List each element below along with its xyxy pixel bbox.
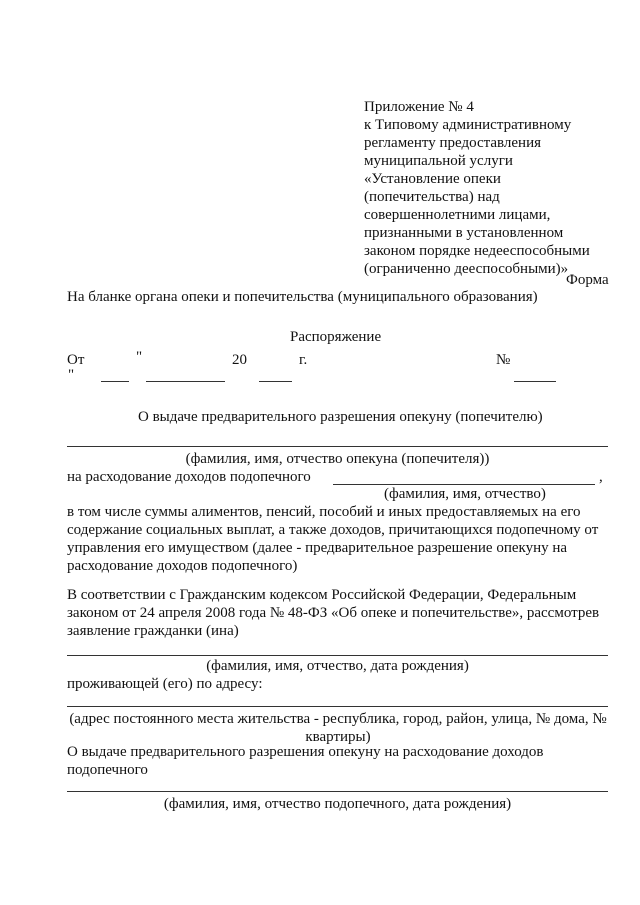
appendix-line-3: регламенту предоставления xyxy=(364,135,542,151)
forma-label: Форма xyxy=(566,272,609,288)
blank-note: На бланке органа опеки и попечительства (муниципального образования) xyxy=(67,289,538,305)
accordance-line-3: заявление гражданки (ина) xyxy=(67,623,239,639)
appendix-line-8: признанными в установленном xyxy=(364,225,564,241)
number-line xyxy=(514,381,556,382)
accordance-line-1: В соответствии с Гражданским кодексом Российской Федерации, Федеральным xyxy=(67,587,577,603)
month-line xyxy=(146,381,225,382)
guardian-name-hint: (фамилия, имя, отчество опекуна (попечителя)) xyxy=(185,451,490,467)
issuance-line-1: О выдаче предварительного разрешения опекуну на расходование доходов xyxy=(67,744,544,760)
date-year-suffix: г. xyxy=(299,352,308,368)
subject-line: О выдаче предварительного разрешения опекуну (попечителю) xyxy=(138,409,543,425)
address-line xyxy=(67,706,608,707)
appendix-line-10: (ограниченно дееспособными)» xyxy=(364,261,569,277)
including-line-2: содержание социальных выплат, а также доходов, причитающихся подопечному от xyxy=(67,522,599,538)
appendix-line-1: Приложение № 4 xyxy=(364,99,474,115)
appendix-line-4: муниципальной услуги xyxy=(364,153,513,169)
year-line xyxy=(259,381,292,382)
appendix-line-7: совершеннолетними лицами, xyxy=(364,207,551,223)
appendix-line-5: «Установление опеки xyxy=(364,171,501,187)
including-line-3: управления его имуществом (далее - предварительное разрешение опекуну на xyxy=(67,540,568,556)
date-year-prefix: 20 xyxy=(232,352,247,368)
ward-name-comma: , xyxy=(599,469,603,485)
applicant-hint: (фамилия, имя, отчество, дата рождения) xyxy=(206,658,469,674)
including-line-1: в том числе суммы алиментов, пенсий, пособий и иных предоставляемых на его xyxy=(67,504,581,520)
date-quote-open: " xyxy=(136,349,143,365)
address-hint-line-1: (адрес постоянного места жительства - республика, город, район, улица, № дома, № xyxy=(69,711,607,727)
number-sign: № xyxy=(496,352,511,368)
residing-label: проживающей (его) по адресу: xyxy=(67,676,263,692)
accordance-paragraph xyxy=(67,586,627,640)
spending-label: на расходование доходов подопечного xyxy=(67,469,311,485)
accordance-line-2: законом от 24 апреля 2008 года № 48-ФЗ «Об опеке и попечительстве», рассмотрев xyxy=(67,605,600,621)
including-line-4: расходование доходов подопечного) xyxy=(67,558,298,574)
address-hint-line-2: квартиры) xyxy=(305,729,371,745)
date-quote-close: " xyxy=(68,367,75,383)
document-title: Распоряжение xyxy=(290,329,382,345)
ward-name-hint: (фамилия, имя, отчество) xyxy=(384,486,546,502)
including-paragraph xyxy=(67,503,627,575)
appendix-line-9: законом порядке недееспособными xyxy=(364,243,590,259)
guardian-name-line xyxy=(67,446,608,447)
date-from-label: От xyxy=(67,352,85,368)
appendix-line-2: к Типовому административному xyxy=(364,117,572,133)
day-line xyxy=(101,381,129,382)
appendix-line-6: (попечительства) над xyxy=(364,189,500,205)
ward-full-hint: (фамилия, имя, отчество подопечного, дата рождения) xyxy=(163,796,512,812)
issuance-line-2: подопечного xyxy=(67,762,148,778)
address-hint xyxy=(64,710,612,746)
issuance-paragraph xyxy=(67,743,627,779)
applicant-line xyxy=(67,655,608,656)
appendix-block xyxy=(364,98,624,278)
ward-full-line xyxy=(67,791,608,792)
